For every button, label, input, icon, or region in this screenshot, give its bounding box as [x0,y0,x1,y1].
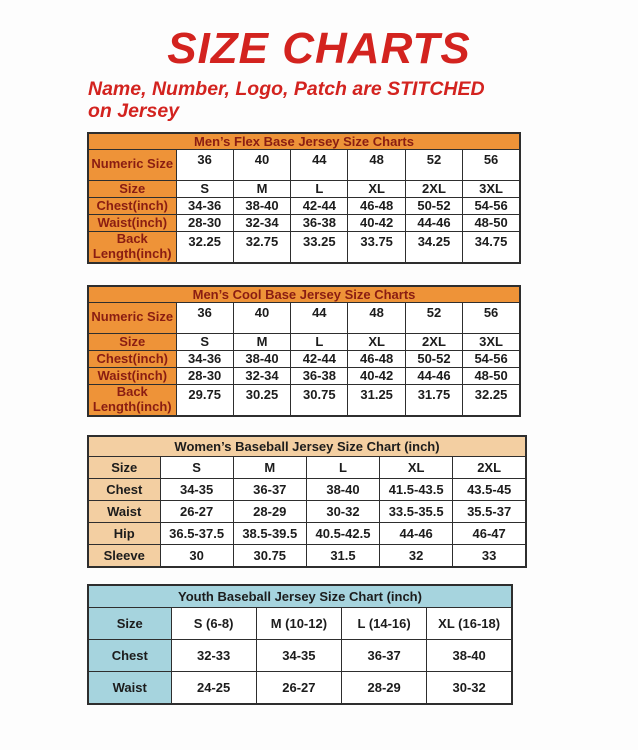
value-cell: 33.75 [348,231,405,262]
value-cell: XL [380,457,453,479]
row-label: Back Length(inch) [88,231,176,262]
value-cell: 2XL [405,333,462,350]
row-label: Sleeve [88,545,160,567]
value-cell: 38.5-39.5 [233,523,306,545]
value-cell: 38-40 [427,640,512,672]
value-cell: 32-34 [233,367,290,384]
value-cell: 32.25 [176,231,233,262]
value-cell: 3XL [463,180,520,197]
value-cell: 32 [380,545,453,567]
value-cell: 48 [348,302,405,333]
mens-cool-base-table [87,285,521,417]
value-cell: 56 [463,302,520,333]
value-cell: 34-35 [256,640,341,672]
row-label: Waist [88,501,160,523]
table-row [88,197,520,214]
value-cell: XL [348,180,405,197]
value-cell: 36-37 [342,640,427,672]
value-cell: 30-32 [427,672,512,704]
value-cell: 35.5-37 [453,501,526,523]
value-cell: 30 [160,545,233,567]
page-subtitle: Name, Number, Logo, Patch are STITCHED on Jersey [88,78,485,123]
value-cell: 50-52 [405,350,462,367]
row-label: Size [88,333,176,350]
value-cell: 42-44 [291,197,348,214]
value-cell: 32-34 [233,214,290,231]
value-cell: S [176,180,233,197]
value-cell: 40.5-42.5 [306,523,379,545]
value-cell: 56 [463,149,520,180]
value-cell: 44 [291,302,348,333]
value-cell: 33 [453,545,526,567]
value-cell: 32.25 [463,384,520,415]
table-row [88,608,512,640]
value-cell: 36-38 [291,214,348,231]
value-cell: 31.25 [348,384,405,415]
value-cell: 38-40 [233,197,290,214]
row-label: Waist [88,672,171,704]
value-cell: 30.75 [291,384,348,415]
value-cell: M [233,180,290,197]
value-cell: 32-33 [171,640,256,672]
value-cell: 26-27 [256,672,341,704]
value-cell: L (14-16) [342,608,427,640]
row-label: Hip [88,523,160,545]
row-label: Chest [88,479,160,501]
value-cell: 44-46 [405,214,462,231]
value-cell: L [291,180,348,197]
value-cell: 40 [233,149,290,180]
mens-cool-base-title: Men’s Cool Base Jersey Size Charts [88,286,520,303]
mens-flex-base-title: Men’s Flex Base Jersey Size Charts [88,133,520,150]
value-cell: 2XL [453,457,526,479]
value-cell: 36 [176,302,233,333]
tables [87,132,638,705]
value-cell: 30.25 [233,384,290,415]
table-row [88,545,526,567]
value-cell: 28-29 [233,501,306,523]
row-label: Size [88,180,176,197]
row-label: Waist(inch) [88,367,176,384]
value-cell: 54-56 [463,197,520,214]
youth-baseball-table [87,584,513,705]
table-row [88,672,512,704]
value-cell: 36-38 [291,367,348,384]
value-cell: S [160,457,233,479]
value-cell: 34.75 [463,231,520,262]
value-cell: 42-44 [291,350,348,367]
womens-baseball-table [87,435,527,568]
value-cell: 54-56 [463,350,520,367]
value-cell: 46-48 [348,197,405,214]
value-cell: 3XL [463,333,520,350]
value-cell: 33.25 [291,231,348,262]
value-cell: 34-36 [176,350,233,367]
value-cell: 31.75 [405,384,462,415]
row-label: Size [88,608,171,640]
value-cell: 40-42 [348,367,405,384]
value-cell: 36 [176,149,233,180]
value-cell: 34-36 [176,197,233,214]
value-cell: 40 [233,302,290,333]
table-row [88,350,520,367]
value-cell: 48-50 [463,367,520,384]
value-cell: 28-29 [342,672,427,704]
value-cell: 44-46 [380,523,453,545]
value-cell: S (6-8) [171,608,256,640]
value-cell: 41.5-43.5 [380,479,453,501]
table-row [88,302,520,333]
table-row [88,479,526,501]
table-row [88,640,512,672]
value-cell: 36-37 [233,479,306,501]
value-cell: 34-35 [160,479,233,501]
row-label: Chest(inch) [88,197,176,214]
value-cell: 29.75 [176,384,233,415]
womens-baseball-title: Women’s Baseball Jersey Size Chart (inch) [88,436,526,457]
value-cell: M [233,333,290,350]
value-cell: S [176,333,233,350]
value-cell: L [291,333,348,350]
row-label: Numeric Size [88,149,176,180]
value-cell: 28-30 [176,367,233,384]
value-cell: 48-50 [463,214,520,231]
table-row [88,384,520,415]
value-cell: 46-48 [348,350,405,367]
value-cell: 44-46 [405,367,462,384]
value-cell: L [306,457,379,479]
table-row [88,333,520,350]
value-cell: 44 [291,149,348,180]
table-row [88,523,526,545]
table-row [88,457,526,479]
value-cell: 38-40 [306,479,379,501]
page-title: SIZE CHARTS [167,24,471,73]
value-cell: M [233,457,306,479]
value-cell: 52 [405,302,462,333]
value-cell: 28-30 [176,214,233,231]
value-cell: 48 [348,149,405,180]
value-cell: 31.5 [306,545,379,567]
value-cell: 38-40 [233,350,290,367]
value-cell: 32.75 [233,231,290,262]
youth-baseball-title: Youth Baseball Jersey Size Chart (inch) [88,585,512,608]
value-cell: 33.5-35.5 [380,501,453,523]
table-row [88,367,520,384]
value-cell: 34.25 [405,231,462,262]
value-cell: 50-52 [405,197,462,214]
value-cell: 2XL [405,180,462,197]
value-cell: XL [348,333,405,350]
table-row [88,214,520,231]
table-row [88,231,520,262]
row-label: Size [88,457,160,479]
table-row [88,501,526,523]
value-cell: 24-25 [171,672,256,704]
value-cell: 30.75 [233,545,306,567]
row-label: Waist(inch) [88,214,176,231]
value-cell: 43.5-45 [453,479,526,501]
value-cell: 36.5-37.5 [160,523,233,545]
value-cell: 26-27 [160,501,233,523]
row-label: Back Length(inch) [88,384,176,415]
value-cell: 30-32 [306,501,379,523]
table-row [88,180,520,197]
mens-flex-base-table [87,132,521,264]
value-cell: 40-42 [348,214,405,231]
table-row [88,149,520,180]
row-label: Chest [88,640,171,672]
value-cell: 46-47 [453,523,526,545]
row-label: Chest(inch) [88,350,176,367]
value-cell: M (10-12) [256,608,341,640]
row-label: Numeric Size [88,302,176,333]
value-cell: XL (16-18) [427,608,512,640]
value-cell: 52 [405,149,462,180]
